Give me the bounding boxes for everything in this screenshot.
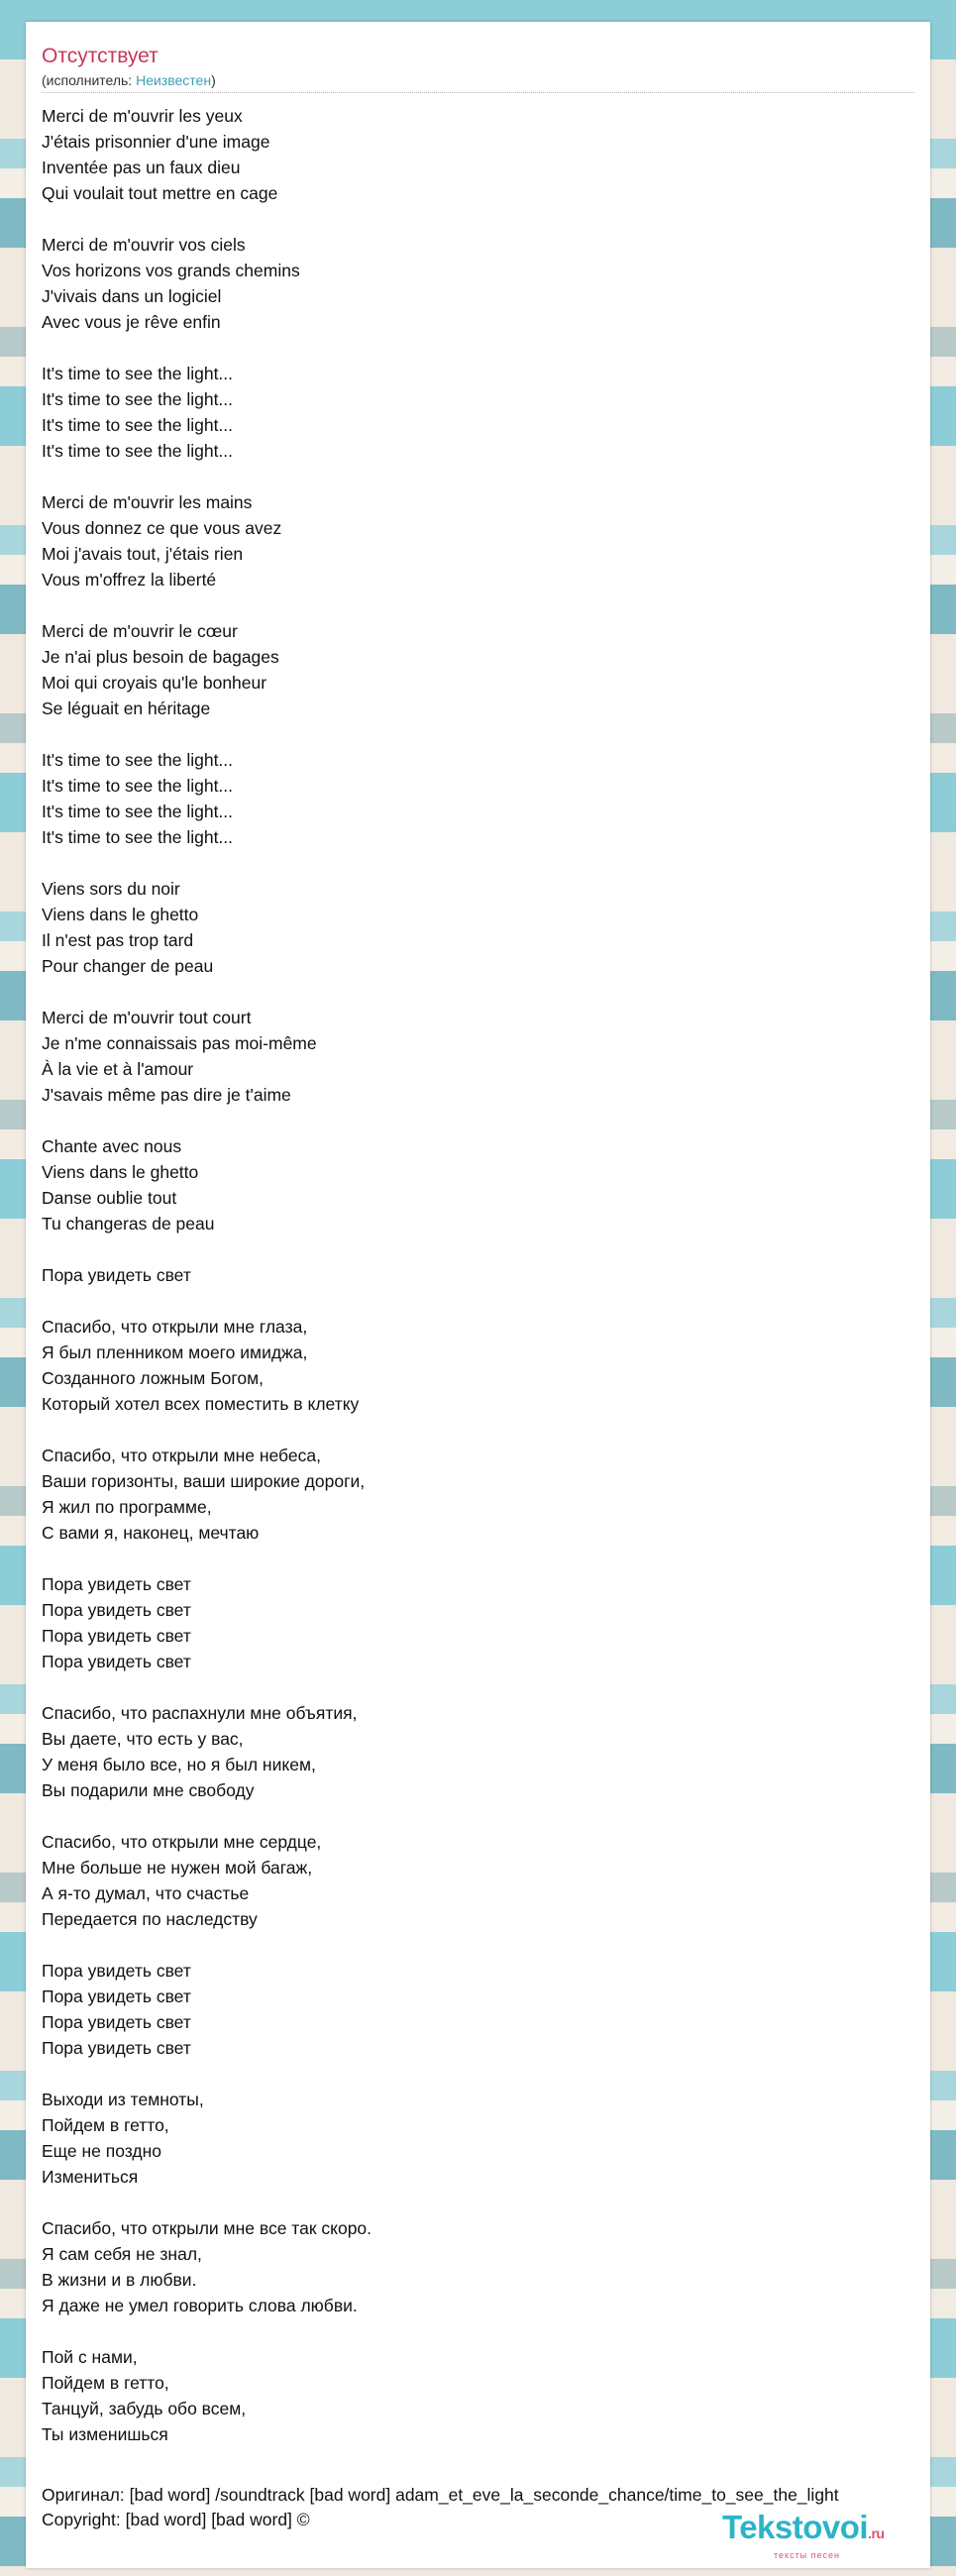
lyric-line: Se léguait en héritage [42,698,211,718]
lyric-line: Inventée pas un faux dieu [42,158,241,177]
lyric-line: Merci de m'ouvrir les mains [42,492,253,512]
lyric-line: Пора увидеть свет [42,2038,191,2058]
song-title: Отсутствует [42,45,159,67]
verse [42,876,913,979]
lyric-line: Пора увидеть свет [42,1961,191,1981]
verse [42,361,913,464]
lyric-line: It's time to see the light... [42,389,234,409]
artist-link[interactable]: Неизвестен [136,72,212,88]
verse [42,1700,913,1803]
lyric-line: Спасибо, что распахнули мне объятия, [42,1703,358,1723]
lyric-line: Qui voulait tout mettre en cage [42,183,278,203]
lyric-line: Merci de m'ouvrir vos ciels [42,235,246,255]
lyric-line: Выходи из темноты, [42,2090,204,2109]
lyric-line: Moi j'avais tout, j'étais rien [42,544,244,564]
verse [42,1571,913,1674]
lyric-line: Еще не поздно [42,2141,161,2161]
verse [42,2087,913,2190]
artist-prefix: (исполнитель: [42,72,137,88]
lyric-line: Пой с нами, [42,2347,138,2367]
lyric-line: J'vivais dans un logiciel [42,286,222,306]
verse [42,1262,913,1288]
lyrics-card [26,22,930,2568]
lyric-line: Передается по наследству [42,1909,258,1929]
lyric-line: Пора увидеть свет [42,1652,191,1671]
verse [42,747,913,850]
lyric-line: Пора увидеть свет [42,1986,191,2006]
verse [42,103,913,206]
lyric-line: Спасибо, что открыли мне небеса, [42,1446,321,1465]
lyric-line: С вами я, наконец, мечтаю [42,1523,260,1543]
lyric-line: Viens dans le ghetto [42,1162,199,1182]
copyright-line: Copyright: [bad word] [bad word] © [42,2510,310,2529]
site-logo[interactable] [722,2511,920,2560]
lyric-line: Пора увидеть свет [42,1574,191,1594]
verse [42,2215,913,2318]
lyric-line: À la vie et à l'amour [42,1059,194,1079]
verse [42,618,913,721]
verse [42,489,913,592]
lyric-line: Пора увидеть свет [42,1600,191,1620]
lyric-line: It's time to see the light... [42,802,234,821]
lyric-line: Спасибо, что открыли мне все так скоро. [42,2218,372,2238]
lyric-line: Измениться [42,2167,139,2187]
logo-tagline: тексты песен [774,2550,841,2560]
lyric-line: Танцуй, забудь обо всем, [42,2399,247,2418]
lyric-line: J'étais prisonnier d'une image [42,132,270,152]
verse [42,1314,913,1417]
lyric-line: Danse oublie tout [42,1188,177,1208]
logo-wordmark: Tekstovoi [722,2509,869,2545]
verse [42,232,913,335]
lyric-line: J'savais même pas dire je t'aime [42,1085,291,1105]
lyric-line: Я был пленником моего имиджа, [42,1342,308,1362]
lyric-line: Пойдем в гетто, [42,2373,169,2393]
lyric-line: Chante avec nous [42,1136,182,1156]
artist-suffix: ) [211,72,216,88]
lyric-line: Вы даете, что есть у вас, [42,1729,244,1749]
verse [42,1829,913,1932]
lyric-line: Vos horizons vos grands chemins [42,261,300,280]
lyric-line: Пора увидеть свет [42,1626,191,1646]
lyric-line: У меня было все, но я был никем, [42,1755,316,1774]
lyric-line: Il n'est pas trop tard [42,930,194,950]
lyric-line: Спасибо, что открыли мне глаза, [42,1317,308,1337]
lyric-line: В жизни и в любви. [42,2270,197,2290]
lyric-line: Je n'me connaissais pas moi-même [42,1033,317,1053]
lyric-line: Moi qui croyais qu'le bonheur [42,673,267,693]
lyric-line: It's time to see the light... [42,364,234,383]
verse [42,2344,913,2447]
lyric-line: Спасибо, что открыли мне сердце, [42,1832,322,1852]
lyric-line: Я даже не умел говорить слова любви. [42,2296,358,2315]
logo-tld: .ru [868,2525,885,2541]
lyric-line: Я сам себя не знал, [42,2244,202,2264]
header-divider [42,92,914,93]
lyric-line: Je n'ai plus besoin de bagages [42,647,279,667]
lyric-line: It's time to see the light... [42,441,234,461]
lyric-line: Vous donnez ce que vous avez [42,518,282,538]
lyric-line: Созданного ложным Богом, [42,1368,265,1388]
lyric-line: Viens sors du noir [42,879,180,899]
lyric-line: Avec vous je rêve enfin [42,312,221,332]
verse [42,1958,913,2061]
lyric-line: It's time to see the light... [42,415,234,435]
lyric-line: Vous m'offrez la liberté [42,570,217,590]
lyric-line: Который хотел всех поместить в клетку [42,1394,360,1414]
lyric-line: Ваши горизонты, ваши широкие дороги, [42,1471,366,1491]
lyric-line: Пойдем в гетто, [42,2115,169,2135]
lyric-line: Вы подарили мне свободу [42,1780,255,1800]
lyric-line: Tu changeras de peau [42,1214,215,1234]
lyric-line: It's time to see the light... [42,827,234,847]
lyric-line: Viens dans le ghetto [42,905,199,924]
lyric-line: А я-то думал, что счастье [42,1883,250,1903]
lyric-line: Merci de m'ouvrir le cœur [42,621,238,641]
lyric-line: Пора увидеть свет [42,2012,191,2032]
lyric-line: Пора увидеть свет [42,1265,191,1285]
verse [42,1443,913,1546]
artist-line [42,71,216,89]
lyric-line: It's time to see the light... [42,776,234,796]
original-source: Оригинал: [bad word] /soundtrack [bad word] adam_et_eve_la_seconde_chance/time_to_see_the_light [42,2485,839,2505]
verse [42,1133,913,1236]
lyric-line: Merci de m'ouvrir tout court [42,1008,252,1027]
lyric-line: It's time to see the light... [42,750,234,770]
verse [42,1005,913,1108]
lyric-line: Pour changer de peau [42,956,214,976]
lyric-line: Я жил по программе, [42,1497,212,1517]
lyric-line: Мне больше не нужен мой багаж, [42,1858,313,1878]
lyrics-text [42,103,913,2473]
lyric-line: Ты изменишься [42,2424,168,2444]
lyric-line: Merci de m'ouvrir les yeux [42,106,243,126]
